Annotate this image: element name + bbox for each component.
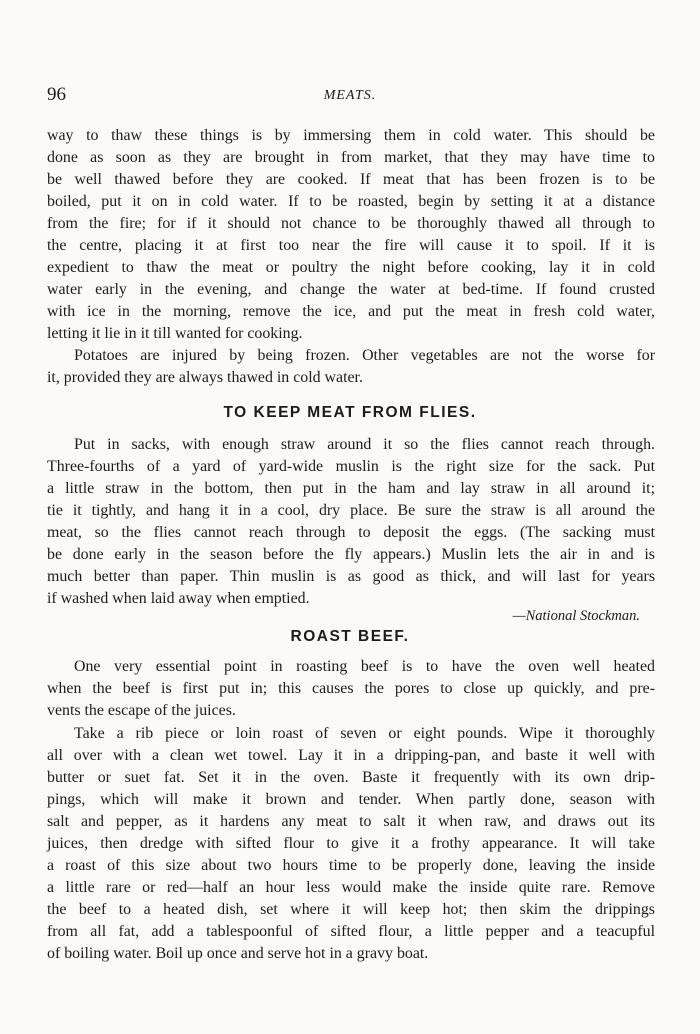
- text-line: a little straw in the bottom, then put in the ham and lay straw in all around it;: [47, 480, 655, 497]
- text-line: a little rare or red—half an hour less would make the inside quite rare. Remove: [47, 879, 655, 896]
- text-line: it, provided they are always thawed in cold water.: [47, 369, 363, 386]
- text-line: expedient to thaw the meat or poultry the night before cooking, lay it in cold: [47, 259, 655, 276]
- text-line: Potatoes are injured by being frozen. Other vegetables are not the worse for: [74, 347, 655, 364]
- thawing-section: [47, 125, 655, 389]
- text-line: the centre, placing it at first too near the fire will cause it to spoil. If it is: [47, 237, 655, 254]
- heading-keep-meat-from-flies: TO KEEP MEAT FROM FLIES.: [223, 404, 477, 421]
- text-line: be well thawed before they are cooked. If meat that has been frozen is to be: [47, 171, 655, 188]
- text-line: boiled, put it on in cold water. If to be roasted, begin by setting it at a distance: [47, 193, 655, 210]
- text-line: Three-fourths of a yard of yard-wide muslin is the right size for the sack. Put: [47, 458, 655, 475]
- text-line: be done early in the season before the fly appears.) Muslin lets the air in and is: [47, 546, 655, 563]
- text-line: Put in sacks, with enough straw around it so the flies cannot reach through.: [74, 436, 655, 453]
- text-line: vents the escape of the juices.: [47, 702, 236, 719]
- text-line: much better than paper. Thin muslin is as good as thick, and will last for years: [47, 568, 655, 585]
- text-line: letting it lie in it till wanted for cooking.: [47, 325, 303, 342]
- text-line: water early in the evening, and change the water at bed-time. If found crusted: [47, 281, 655, 298]
- text-line: Take a rib piece or loin roast of seven or eight pounds. Wipe it thoroughly: [74, 725, 655, 742]
- heading-roast-beef: ROAST BEEF.: [290, 628, 410, 645]
- text-line: from the fire; for if it should not chance to be thoroughly thawed all through to: [47, 215, 655, 232]
- text-line: if washed when laid away when emptied.: [47, 590, 310, 607]
- text-line: when the beef is first put in; this causes the pores to close up quickly, and pre-: [47, 680, 655, 697]
- text-line: butter or suet fat. Set it in the oven. Baste it frequently with its own drip-: [47, 769, 655, 786]
- text-line: with ice in the morning, remove the ice, and put the meat in fresh cold water,: [47, 303, 655, 320]
- text-line: a roast of this size about two hours time to be properly done, leaving the inside: [47, 857, 655, 874]
- text-line: meat, so the flies cannot reach through to deposit the eggs. (The sacking must: [47, 524, 655, 541]
- attribution: —National Stockman.: [512, 608, 640, 624]
- running-head: MEATS.: [323, 88, 377, 103]
- text-line: One very essential point in roasting beef is to have the oven well heated: [74, 658, 655, 675]
- text-line: from all fat, add a tablespoonful of sifted flour, a little pepper and a teacupful: [47, 923, 655, 940]
- text-line: juices, then dredge with sifted flour to give it a frothy appearance. It will take: [47, 835, 655, 852]
- page-number: 96: [47, 84, 66, 105]
- text-line: all over with a clean wet towel. Lay it in a dripping-pan, and baste it well with: [47, 747, 655, 764]
- text-line: salt and pepper, as it hardens any meat to salt it when raw, and draws out its: [47, 813, 655, 830]
- text-line: of boiling water. Boil up once and serve hot in a gravy boat.: [47, 945, 429, 962]
- text-line: pings, which will make it brown and tender. When partly done, season with: [47, 791, 655, 808]
- roast-beef-method: [47, 723, 655, 965]
- text-line: way to thaw these things is by immersing them in cold water. This should be: [47, 127, 655, 144]
- page-header: [0, 84, 700, 114]
- flies-section: [47, 434, 655, 610]
- text-line: done as soon as they are brought in from market, that they may have time to: [47, 149, 655, 166]
- text-line: tie it tightly, and hang it in a cool, dry place. Be sure the straw is all around the: [47, 502, 655, 519]
- roast-beef-intro: [47, 656, 655, 722]
- text-line: the beef to a heated dish, set where it will keep hot; then skim the drippings: [47, 901, 655, 918]
